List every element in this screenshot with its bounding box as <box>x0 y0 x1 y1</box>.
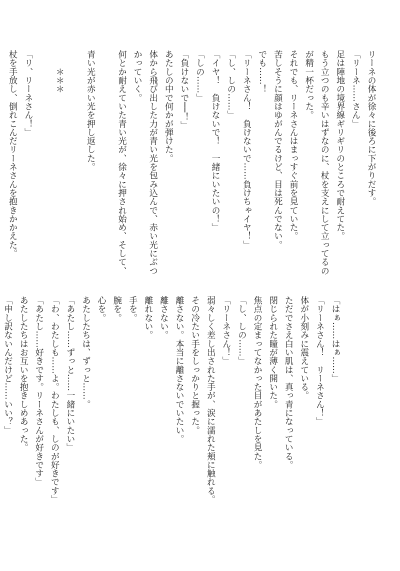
text-line: 離れない。 <box>142 296 153 340</box>
text-line: 青い光が赤い光を押し返した。 <box>85 50 96 172</box>
text-line: 腕を。 <box>111 296 122 322</box>
text-line: 「しの……」 <box>194 50 205 102</box>
text-line: 閉じられた瞳が薄く開いた。 <box>267 296 278 409</box>
text-line <box>35 50 51 262</box>
text-line: 「わ、わたしも……よ。わたしも、しのが好きです」 <box>49 296 60 504</box>
text-line: 離さない。本当に離さないでいたい。 <box>174 296 185 444</box>
text-line: それでも、リーネさんはまっすぐ前を見ていた。 <box>288 50 299 241</box>
text-block-top <box>7 50 378 275</box>
text-line: 弱々しく差し出された手が、涙に濡れた頬に触れる。 <box>205 296 216 504</box>
text-line: 「あたし……ずっと……一緒にいたい」 <box>64 296 75 452</box>
text-line: 足は陣地の境界線ギリギリのところで耐えてた。 <box>334 50 345 241</box>
text-line: あたしたちは、ずっと……。 <box>80 296 91 409</box>
text-line: リーネの体が徐々に後ろに下がりだす。 <box>366 50 376 206</box>
text-line: 「イヤ！ 負けないで！ 一緒にいたいの！」 <box>210 50 221 232</box>
text-line: ただでさえ白い肌は、真っ青になっている。 <box>283 296 294 469</box>
text-line: ＊＊＊ <box>54 50 65 94</box>
text-line: あたしの中で何かが弾けた。 <box>163 50 174 163</box>
text-line: 「リーネさん！」 <box>220 296 231 366</box>
text-line: 焦点の定まってなかった目があたしを見た。 <box>252 296 263 469</box>
text-line: 「リ、リーネさん！」 <box>22 50 33 137</box>
text-line: 体が小刻みに震えている。 <box>298 296 309 400</box>
text-line: 杖を手放し、倒れこんだリーネさんを抱きかかえた。 <box>7 50 18 258</box>
text-line: かっていく。 <box>132 50 143 102</box>
text-line: その冷たい手をしっかりと握った。 <box>189 296 200 435</box>
text-line: 「はぁ……はぁ……」 <box>330 296 340 383</box>
text-line: 「し、しの……」 <box>236 296 247 366</box>
text-line: あたしたちはお互いを抱きしめあった。 <box>18 296 29 452</box>
text-line: 「し、しの……」 <box>225 50 236 120</box>
text-line: 「申し訳ないんだけど……いい？」 <box>2 296 13 435</box>
text-line: 「リーネさん！ リーネさん！」 <box>314 296 325 426</box>
text-line: 心を。 <box>96 296 107 322</box>
text-line: 「あたし……好きです。リーネさんが好きです」 <box>33 296 44 487</box>
text-line: が精一杯だった。 <box>303 50 314 120</box>
text-line: 「リーネ……さん」 <box>350 50 361 128</box>
text-line: 苦しそうに顔はゆがんでるけど、目は死んでない。 <box>272 50 283 249</box>
text-line: 体から飛び出した力が青い光を包み込んで、赤い光にぶつ <box>147 50 158 275</box>
text-line: もう立つのも辛いはずなのに、杖を支えにして立ってるの <box>319 50 330 275</box>
text-line: 手を。 <box>127 296 138 322</box>
text-line: 「リーネさん！ 負けないで……負けちゃイヤ！」 <box>241 50 252 249</box>
text-block-bottom <box>2 296 342 504</box>
text-line: 離さない。 <box>158 296 169 340</box>
text-line: 何とか耐えていた青い光が、徐々に押され始め、そして、 <box>116 50 127 275</box>
text-line: 「負けないで──！」 <box>178 50 189 130</box>
text-line <box>66 50 82 262</box>
text-line: でも……！ <box>256 50 267 94</box>
text-line <box>97 50 113 262</box>
